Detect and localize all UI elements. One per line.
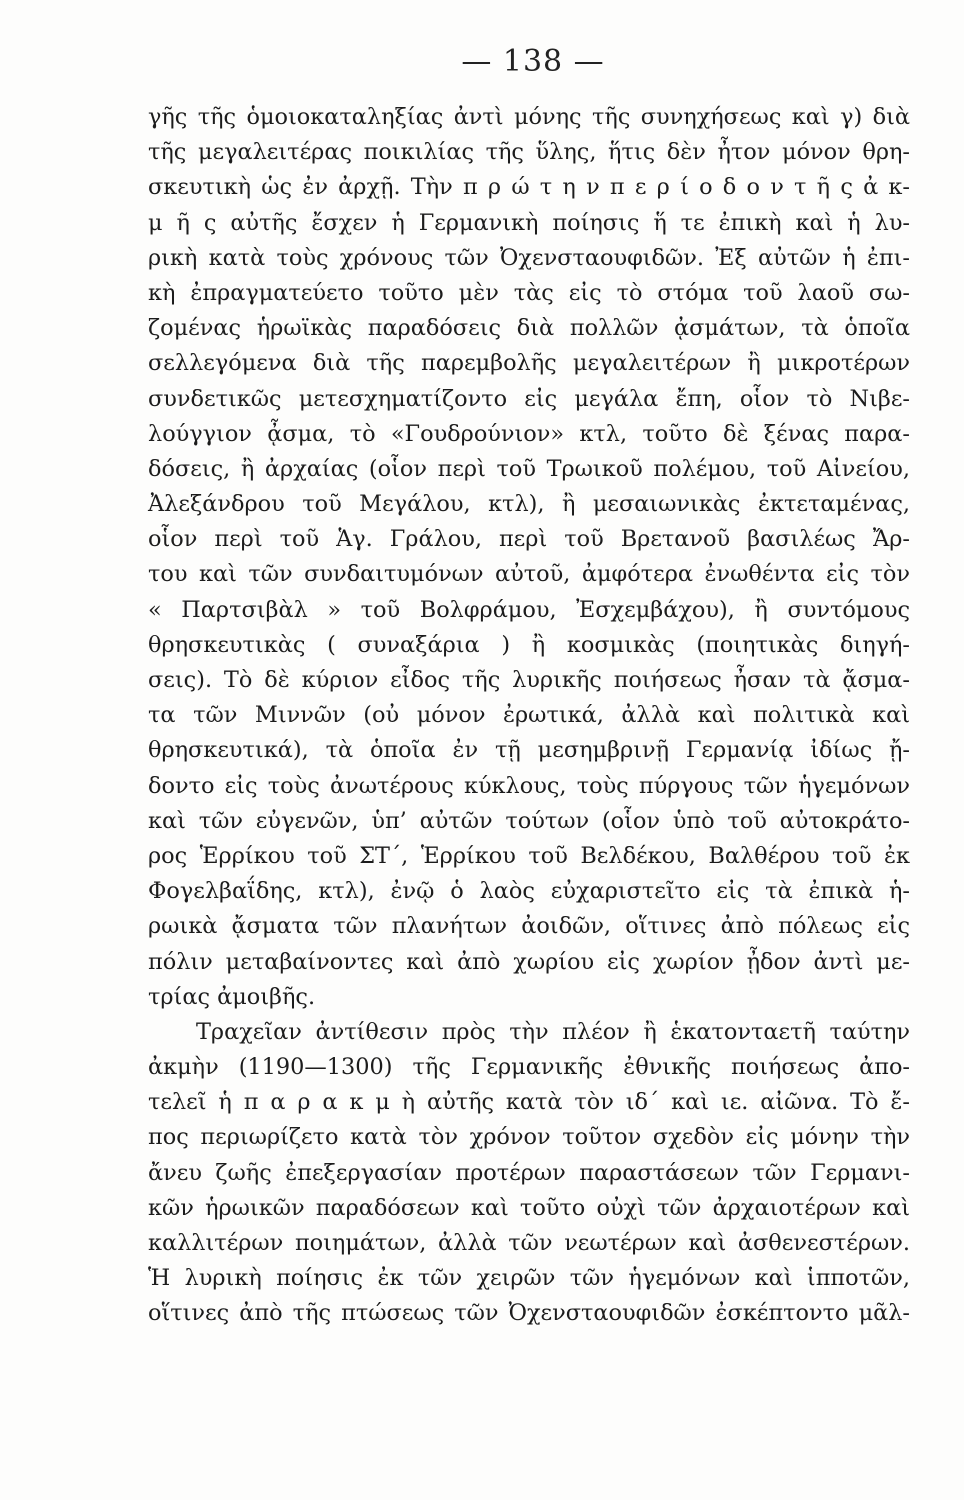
text-line: ρωικὰ ᾄσματα τῶν πλανήτων ἀοιδῶν, οἵτινες ἀπὸ πόλεως εἰς xyxy=(148,913,910,940)
text-line: ἄνευ ζωῆς ἐπεξεργασίαν προτέρων παραστάσεων τῶν Γερμανι- xyxy=(148,1159,910,1186)
text-line: δοντο εἰς τοὺς ἀνωτέρους κύκλους, τοὺς πύργους τῶν ἡγεμόνων xyxy=(148,772,910,799)
text-line: πος περιωρίζετο κατὰ τὸν χρόνον τοῦτον σχεδὸν εἰς μόνην τὴν xyxy=(148,1124,910,1151)
text-line: τῆς μεγαλειτέρας ποικιλίας τῆς ὕλης, ἥτις δὲν ἦτον μόνον θρη- xyxy=(148,139,910,166)
text-line: τρίας ἀμοιβῆς. xyxy=(148,983,316,1010)
text-line: τελεῖ ἡ π α ρ α κ μ ὴ αὐτῆς κατὰ τὸν ιδ΄ καὶ ιε. αἰῶνα. Τὸ ἔ- xyxy=(148,1089,910,1116)
text-line: μ ῆ ς αὐτῆς ἔσχεν ἡ Γερμανικὴ ποίησις ἥ τε ἐπικὴ καὶ ἡ λυ- xyxy=(148,209,910,236)
text-line: Τραχεῖαν ἀντίθεσιν πρὸς τὴν πλέον ἢ ἑκατονταετῆ ταύτην xyxy=(196,1018,910,1045)
text-line: κὴ ἐπραγματεύετο τοῦτο μὲν τὰς εἰς τὸ στόμα τοῦ λαοῦ σω- xyxy=(148,279,910,306)
text-line: κῶν ἡρωικῶν παραδόσεων καὶ τοῦτο οὐχὶ τῶν ἀρχαιοτέρων καὶ xyxy=(148,1194,910,1221)
text-line: καὶ τῶν εὐγενῶν, ὑπ’ αὐτῶν τούτων (οἷον ὑπὸ τοῦ αὐτοκράτο- xyxy=(148,807,910,834)
paragraph-2 xyxy=(148,1015,910,1332)
body-text xyxy=(148,100,910,1332)
text-line: ζομένας ἡρωϊκὰς παραδόσεις διὰ πολλῶν ᾀσμάτων, τὰ ὁποῖα xyxy=(148,315,910,342)
text-line: θρησκευτικὰς ( συναξάρια ) ἢ κοσμικὰς (ποιητικὰς διηγή- xyxy=(148,631,910,658)
text-line: οἷον περὶ τοῦ Ἁγ. Γράλου, περὶ τοῦ Βρετανοῦ βασιλέως Ἄρ- xyxy=(148,526,910,553)
text-line: λούγγιον ᾆσμα, τὸ «Γουδρούνιον» κτλ, τοῦτο δὲ ξένας παρα- xyxy=(148,420,910,447)
text-line: του καὶ τῶν συνδαιτυμόνων αὐτοῦ, ἀμφότερα ἐνωθέντα εἰς τὸν xyxy=(148,561,910,588)
text-line: συνδετικῶς μετεσχηματίζοντο εἰς μεγάλα ἔπη, οἷον τὸ Νιβε- xyxy=(148,385,910,412)
paragraph-1 xyxy=(148,100,910,1015)
text-line: τα τῶν Μιννῶν (οὐ μόνον ἐρωτικά, ἀλλὰ καὶ πολιτικὰ καὶ xyxy=(148,702,910,729)
text-line: σεις). Τὸ δὲ κύριον εἶδος τῆς λυρικῆς ποιήσεως ἦσαν τὰ ᾄσμα- xyxy=(148,667,910,693)
text-line: σκευτικὴ ὡς ἐν ἀρχῇ. Τὴν π ρ ώ τ η ν π ε ρ ί ο δ ο ν τ ῆ ς ἀ κ- xyxy=(148,174,910,201)
text-line: πόλιν μεταβαίνοντες καὶ ἀπὸ χωρίου εἰς χωρίον ᾖδον ἀντὶ με- xyxy=(148,948,910,975)
text-line: οἵτινες ἀπὸ τῆς πτώσεως τῶν Ὀχενσταουφιδῶν ἐσκέπτοντο μᾶλ- xyxy=(148,1300,910,1327)
text-line: σελλεγόμενα διὰ τῆς παρεμβολῆς μεγαλειτέρων ἢ μικροτέρων xyxy=(148,350,910,377)
text-line: θρησκευτικά), τὰ ὁποῖα ἐν τῇ μεσημβρινῇ Γερμανίᾳ ἰδίως ᾔ- xyxy=(148,737,910,764)
text-line: Φογελβαΐδης, κτλ), ἐνῷ ὁ λαὸς εὐχαριστεῖτο εἰς τὰ ἐπικὰ ἡ- xyxy=(148,878,910,905)
page-number: — 138 — xyxy=(461,44,605,79)
text-line: « Παρτσιβὰλ » τοῦ Βολφράμου, Ἐσχεμβάχου), ἢ συντόμους xyxy=(148,596,910,623)
text-line: ρικὴ κατὰ τοὺς χρόνους τῶν Ὀχενσταουφιδῶν. Ἐξ αὐτῶν ἡ ἐπι- xyxy=(148,244,910,271)
text-line: ἀκμὴν (1190—1300) τῆς Γερμανικῆς ἐθνικῆς ποιήσεως ἀπο- xyxy=(148,1054,910,1081)
text-line: δόσεις, ἢ ἀρχαίας (οἷον περὶ τοῦ Τρωικοῦ πολέμου, τοῦ Αἰνείου, xyxy=(148,455,910,482)
text-line: καλλιτέρων ποιημάτων, ἀλλὰ τῶν νεωτέρων καὶ ἀσθενεστέρων. xyxy=(148,1230,910,1256)
text-line: Ἡ λυρικὴ ποίησις ἐκ τῶν χειρῶν τῶν ἡγεμόνων καὶ ἱπποτῶν, xyxy=(148,1265,910,1292)
text-line: γῆς τῆς ὁμοιοκαταληξίας ἀντὶ μόνης τῆς συνηχήσεως καὶ γ) διὰ xyxy=(148,104,910,130)
text-line: ρος Ἑρρίκου τοῦ ΣΤ΄, Ἑρρίκου τοῦ Βελδέκου, Βαλθέρου τοῦ ἐκ xyxy=(148,842,910,869)
text-line: Ἀλεξάνδρου τοῦ Μεγάλου, κτλ), ἢ μεσαιωνικὰς ἐκτεταμένας, xyxy=(148,491,910,518)
